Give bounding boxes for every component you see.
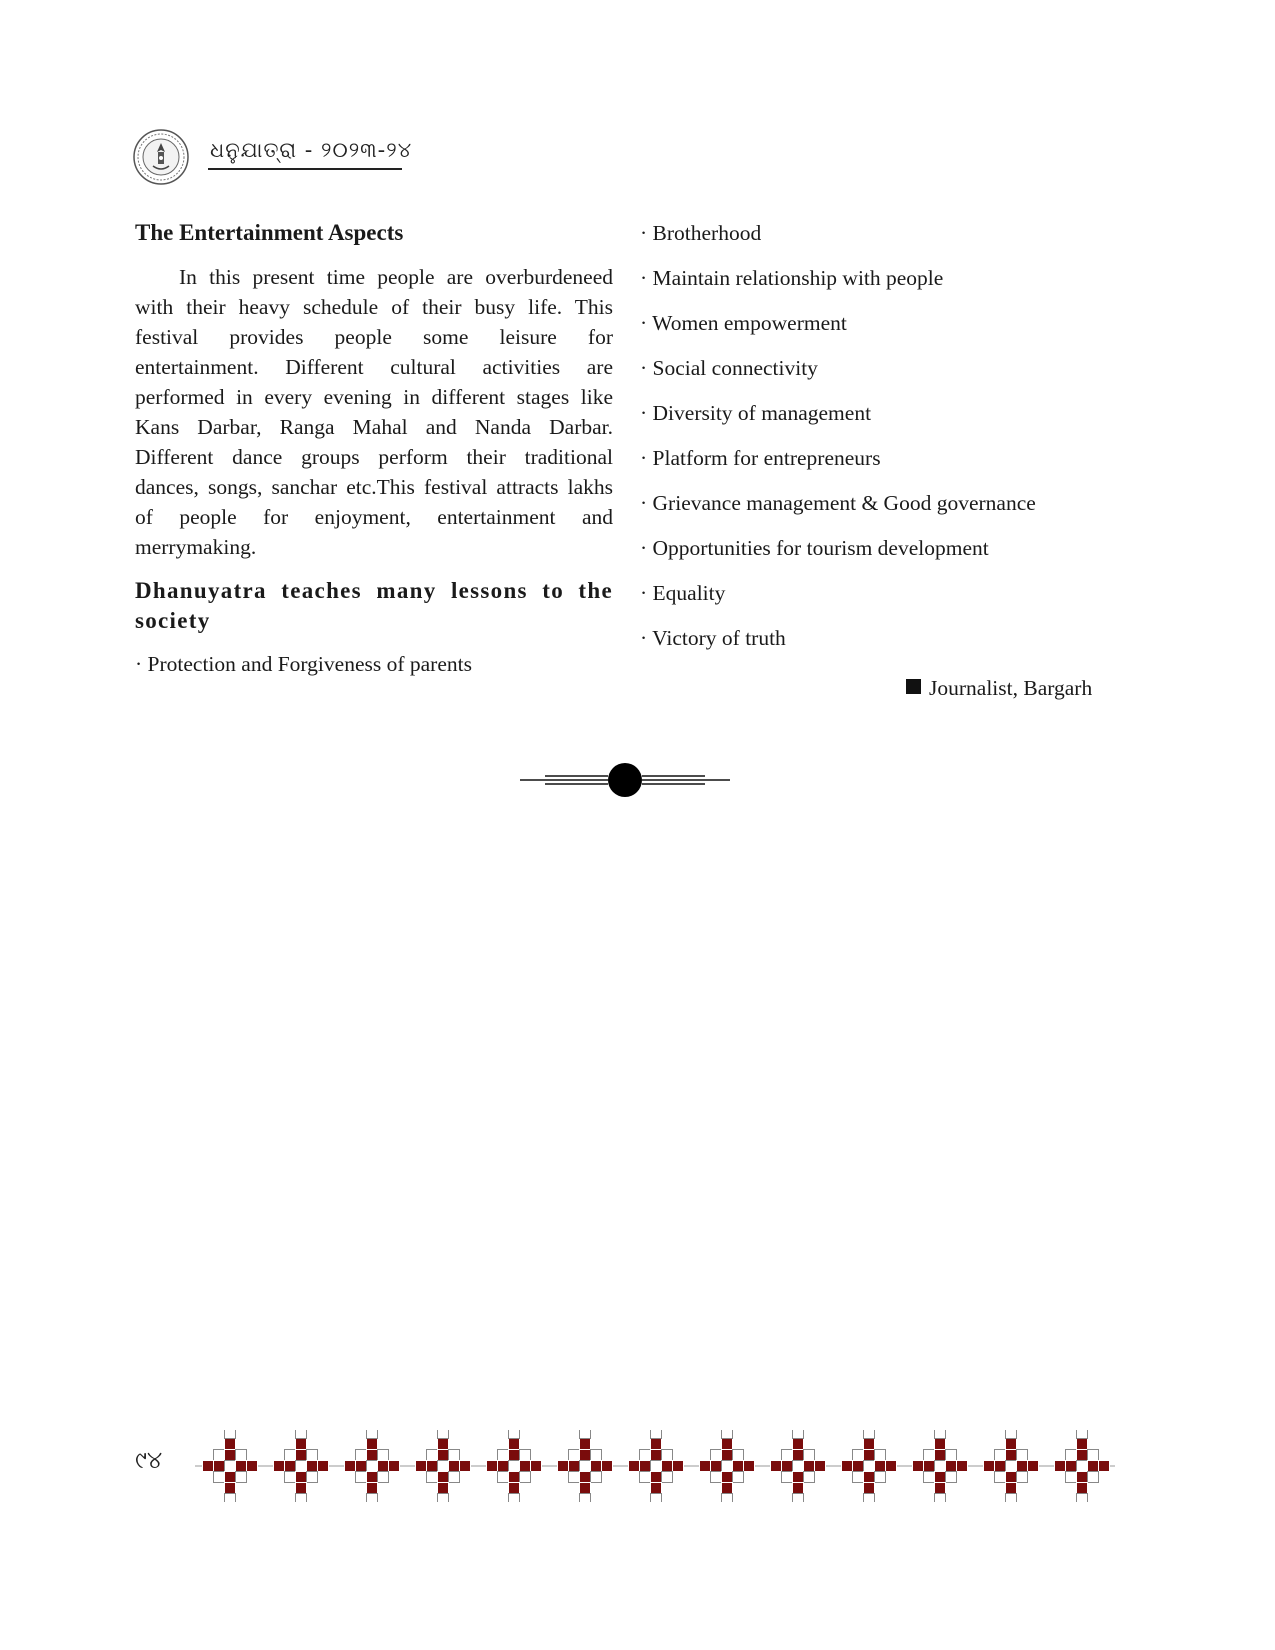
- cross-ornament-icon: [771, 1430, 826, 1502]
- cross-ornament-icon: [700, 1430, 755, 1502]
- list-item: · Brotherhood: [640, 221, 762, 245]
- emblem-seal-icon: [132, 128, 190, 186]
- cross-ornament-icon: [274, 1430, 329, 1502]
- cross-ornament-icon: [558, 1430, 613, 1502]
- page-header: [132, 128, 432, 188]
- cross-ornament-icon: [416, 1430, 471, 1502]
- publication-title: ଧନୁଯାତ୍ରା - ୨୦୨୩-୨୪: [210, 138, 413, 162]
- cross-ornament-icon: [345, 1430, 400, 1502]
- page-number: ୯୪: [135, 1446, 163, 1474]
- square-bullet-icon: [906, 679, 921, 694]
- cross-ornament-icon: [913, 1430, 968, 1502]
- cross-ornament-icon: [1055, 1430, 1110, 1502]
- header-underline: [208, 168, 402, 170]
- cross-ornament-icon: [203, 1430, 258, 1502]
- cross-ornament-icon: [984, 1430, 1039, 1502]
- left-column: [135, 218, 613, 679]
- list-item: · Platform for entrepreneurs: [640, 446, 881, 470]
- section-heading-lessons: Dhanuyatra teaches many lessons to the society: [135, 578, 613, 633]
- list-item: · Grievance management & Good governance: [640, 491, 1036, 515]
- entertainment-paragraph: In this present time people are overburdeneed with their heavy schedule of their busy life. This festival provides people some leisure for entertainment. Different cultural activities are performed in every evening in different stages like Kans Darbar, Ranga Mahal and Nanda Darbar. Different dance groups perform their traditional dances, songs, sanchar etc.This festival attracts lakhs of people for enjoyment, entertainment and merrymaking.: [135, 265, 613, 559]
- list-item: · Equality: [640, 581, 726, 605]
- cross-ornament-icon: [487, 1430, 542, 1502]
- list-item: · Victory of truth: [640, 626, 786, 650]
- byline-text: Journalist, Bargarh: [929, 676, 1093, 700]
- cross-ornament-icon: [842, 1430, 897, 1502]
- list-item: · Opportunities for tourism development: [640, 536, 989, 560]
- section-heading-entertainment: The Entertainment Aspects: [135, 220, 404, 245]
- list-item: · Diversity of management: [640, 401, 872, 425]
- footer-ornament-border: [195, 1430, 1115, 1502]
- right-column: [640, 218, 1140, 668]
- list-item: · Maintain relationship with people: [640, 266, 944, 290]
- list-item: · Social connectivity: [640, 356, 818, 380]
- list-item: · Protection and Forgiveness of parents: [135, 652, 472, 676]
- cross-ornament-icon: [629, 1430, 684, 1502]
- section-divider-ornament: [520, 762, 730, 798]
- author-byline: [906, 673, 1092, 703]
- list-item: · Women empowerment: [640, 311, 847, 335]
